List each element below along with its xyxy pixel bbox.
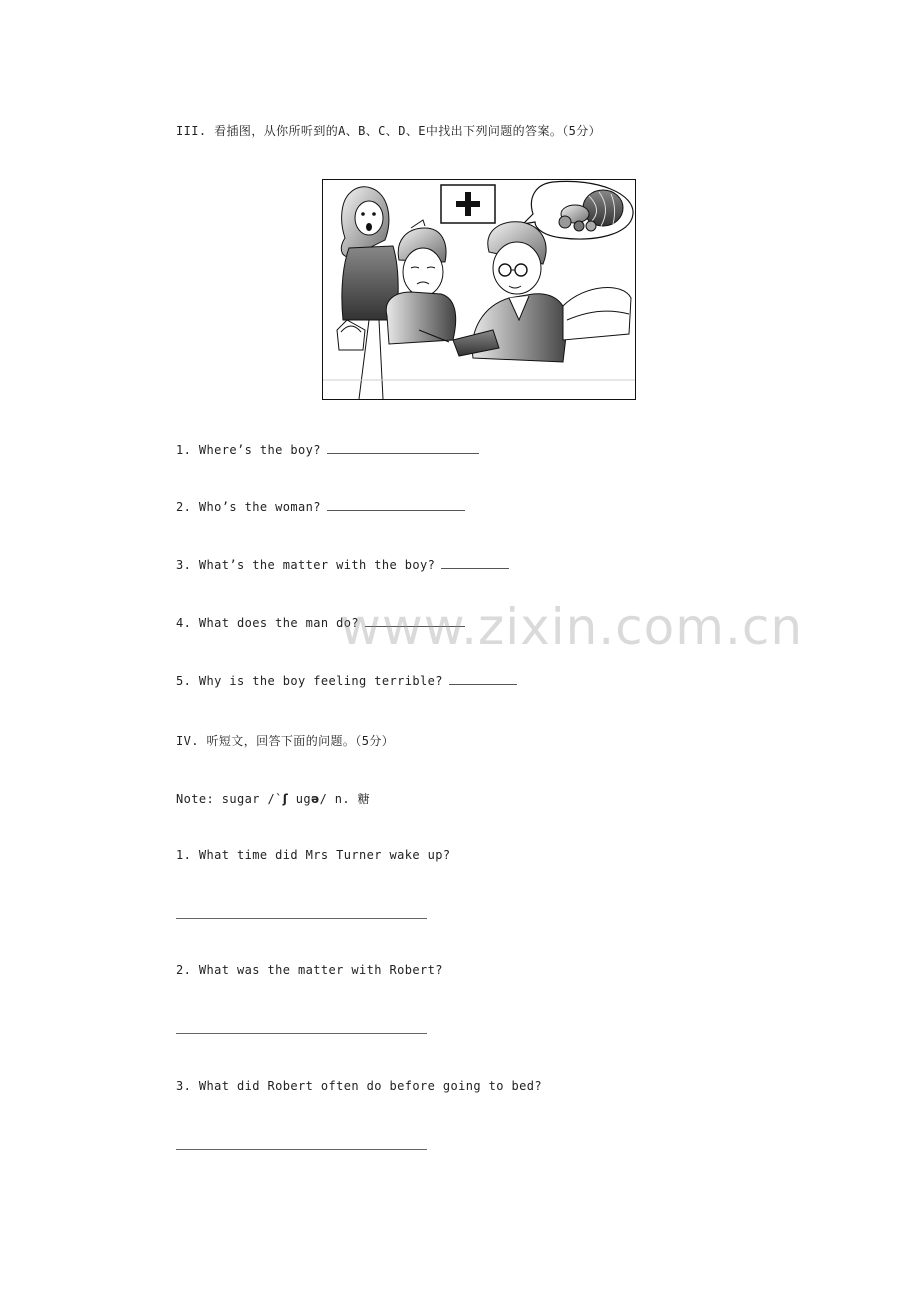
fruit-thought-bubble — [523, 181, 633, 239]
answer-blank-1[interactable] — [327, 443, 479, 454]
note-line: Note: sugar /`ʃ ugə/ n. 糖 — [176, 792, 371, 806]
watermark: www.zixin.com.cn — [340, 598, 804, 656]
section3-question-5: 5. Why is the boy feeling terrible? — [176, 674, 517, 688]
section3-question-2: 2. Who’s the woman? — [176, 500, 465, 514]
medical-cross-sign — [441, 185, 495, 223]
section3-heading: III. 看插图，从你所听到的A、B、C、D、E中找出下列问题的答案。（5分） — [176, 124, 602, 138]
section3-question-3: 3. What’s the matter with the boy? — [176, 558, 509, 572]
answer-line-3[interactable] — [176, 1149, 427, 1150]
section4-question-1: 1. What time did Mrs Turner wake up? — [176, 848, 451, 862]
answer-blank-3[interactable] — [441, 558, 509, 569]
section4-question-3: 3. What did Robert often do before going to bed? — [176, 1079, 542, 1093]
answer-blank-2[interactable] — [327, 500, 465, 511]
answer-blank-5[interactable] — [449, 674, 517, 685]
illustration-doctor-visit — [322, 179, 636, 400]
section3-question-1: 1. Where’s the boy? — [176, 443, 479, 457]
answer-line-2[interactable] — [176, 1033, 427, 1034]
doctor-figure — [453, 222, 567, 362]
section4-question-2: 2. What was the matter with Robert? — [176, 963, 443, 977]
section4-heading: IV. 听短文，回答下面的问题。（5分） — [176, 734, 395, 748]
illustration-svg — [323, 180, 635, 399]
answer-line-1[interactable] — [176, 918, 427, 919]
section3-question-4: 4. What does the man do? — [176, 616, 465, 630]
